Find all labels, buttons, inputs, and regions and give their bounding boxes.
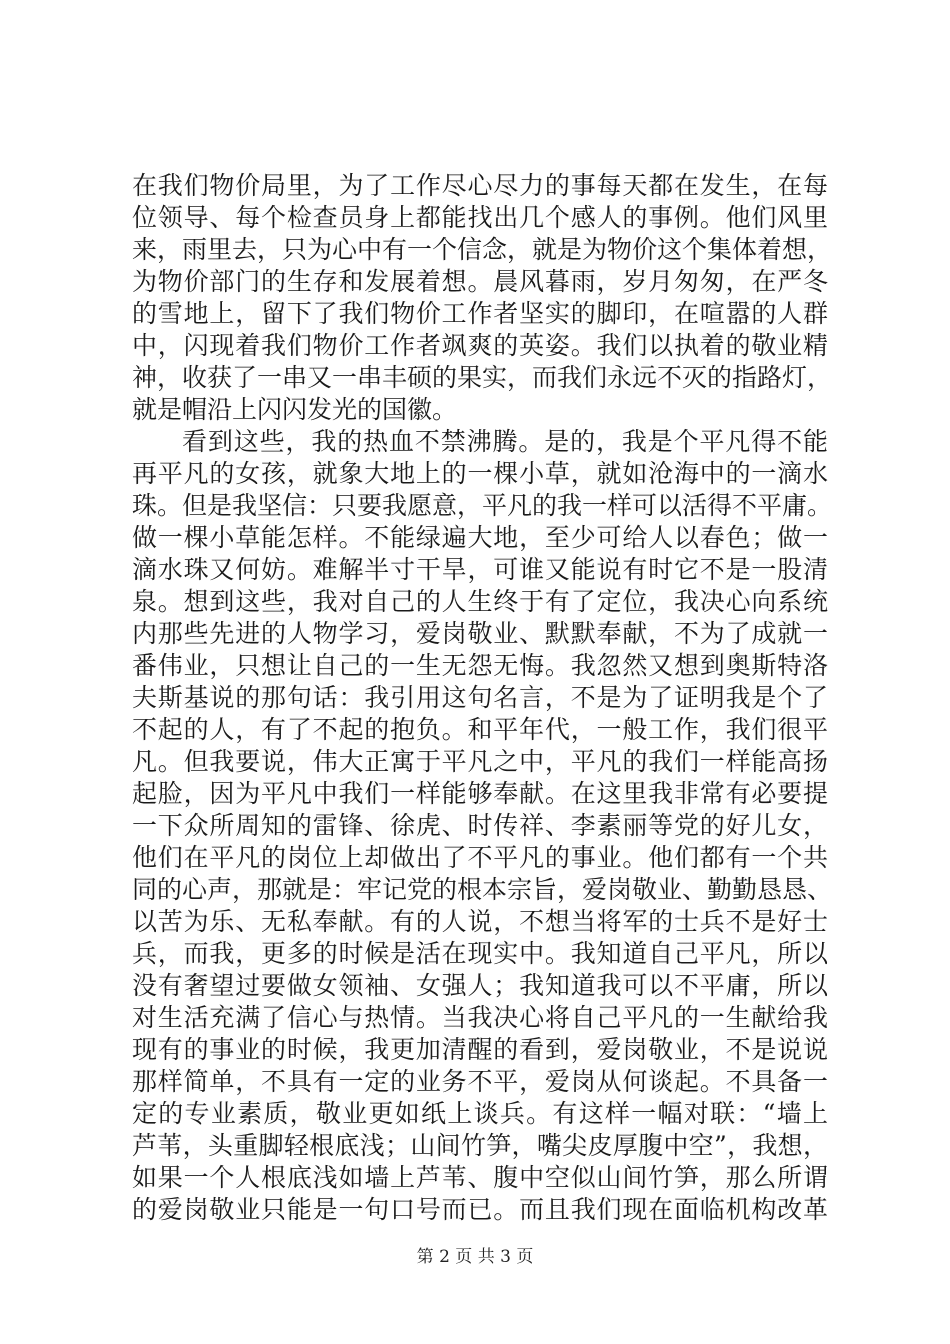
text-line: 他们在平凡的岗位上却做出了不平凡的事业。他们都有一个共 [132, 843, 828, 872]
text-line: 中，闪现着我们物价工作者飒爽的英姿。我们以执着的敬业精 [132, 331, 828, 360]
text-line: 夫斯基说的那句话：我引用这句名言，不是为了证明我是个了 [132, 683, 828, 712]
text-line: 定的专业素质，敬业更如纸上谈兵。有这样一幅对联：“墙上 [132, 1099, 828, 1128]
text-line: 来，雨里去，只为心中有一个信念，就是为物价这个集体着想， [132, 235, 833, 264]
text-line: 为物价部门的生存和发展着想。晨风暮雨，岁月匆匆，在严冬 [132, 267, 828, 296]
text-line: 一下众所周知的雷锋、徐虎、时传祥、李素丽等党的好儿女， [132, 811, 828, 840]
paragraph-start-line: 看到这些，我的热血不禁沸腾。是的，我是个平凡得不能 [182, 427, 828, 456]
text-line: 在我们物价局里，为了工作尽心尽力的事每天都在发生，在每 [132, 171, 828, 200]
text-line: 的雪地上，留下了我们物价工作者坚实的脚印，在喧嚣的人群 [132, 299, 828, 328]
text-line: 做一棵小草能怎样。不能绿遍大地，至少可给人以春色；做一 [132, 523, 828, 552]
text-line: 如果一个人根底浅如墙上芦苇、腹中空似山间竹笋，那么所谓 [132, 1163, 828, 1192]
text-line: 再平凡的女孩，就象大地上的一棵小草，就如沧海中的一滴水 [132, 459, 828, 488]
text-line: 滴水珠又何妨。难解半寸干旱，可谁又能说有时它不是一股清 [132, 555, 828, 584]
body-text [132, 170, 833, 1226]
text-line: 兵，而我，更多的时候是活在现实中。我知道自己平凡，所以 [132, 939, 828, 968]
text-line: 不起的人，有了不起的抱负。和平年代，一般工作，我们很平 [132, 715, 828, 744]
text-line: 神，收获了一串又一串丰硕的果实，而我们永远不灭的指路灯， [132, 363, 833, 392]
text-line: 没有奢望过要做女领袖、女强人；我知道我可以不平庸，所以 [132, 971, 828, 1000]
text-line: 以苦为乐、无私奉献。有的人说，不想当将军的士兵不是好士 [132, 907, 828, 936]
text-line: 内那些先进的人物学习，爱岗敬业、默默奉献，不为了成就一 [132, 619, 828, 648]
text-line: 对生活充满了信心与热情。当我决心将自己平凡的一生献给我 [132, 1003, 828, 1032]
text-line: 同的心声，那就是：牢记党的根本宗旨，爱岗敬业、勤勤恳恳、 [132, 875, 833, 904]
text-line: 的爱岗敬业只能是一句口号而已。而且我们现在面临机构改革 [132, 1195, 828, 1224]
text-line: 现有的事业的时候，我更加清醒的看到，爱岗敬业，不是说说 [132, 1035, 828, 1064]
text-line: 起脸，因为平凡中我们一样能够奉献。在这里我非常有必要提 [132, 779, 828, 808]
paragraph-end-line: 就是帽沿上闪闪发光的国徽。 [132, 395, 458, 424]
text-line: 凡。但我要说，伟大正寓于平凡之中，平凡的我们一样能高扬 [132, 747, 828, 776]
text-line: 泉。想到这些，我对自己的人生终于有了定位，我决心向系统 [132, 587, 828, 616]
text-line: 那样简单，不具有一定的业务不平，爱岗从何谈起。不具备一 [132, 1067, 828, 1096]
page-number-footer: 第 2 页 共 3 页 [416, 1247, 534, 1267]
text-line: 番伟业，只想让自己的一生无怨无悔。我忽然又想到奥斯特洛 [132, 651, 828, 680]
text-line: 珠。但是我坚信：只要我愿意，平凡的我一样可以活得不平庸。 [132, 491, 833, 520]
text-line: 位领导、每个检查员身上都能找出几个感人的事例。他们风里 [132, 203, 828, 232]
text-line: 芦苇，头重脚轻根底浅；山间竹笋，嘴尖皮厚腹中空”，我想， [132, 1131, 828, 1160]
